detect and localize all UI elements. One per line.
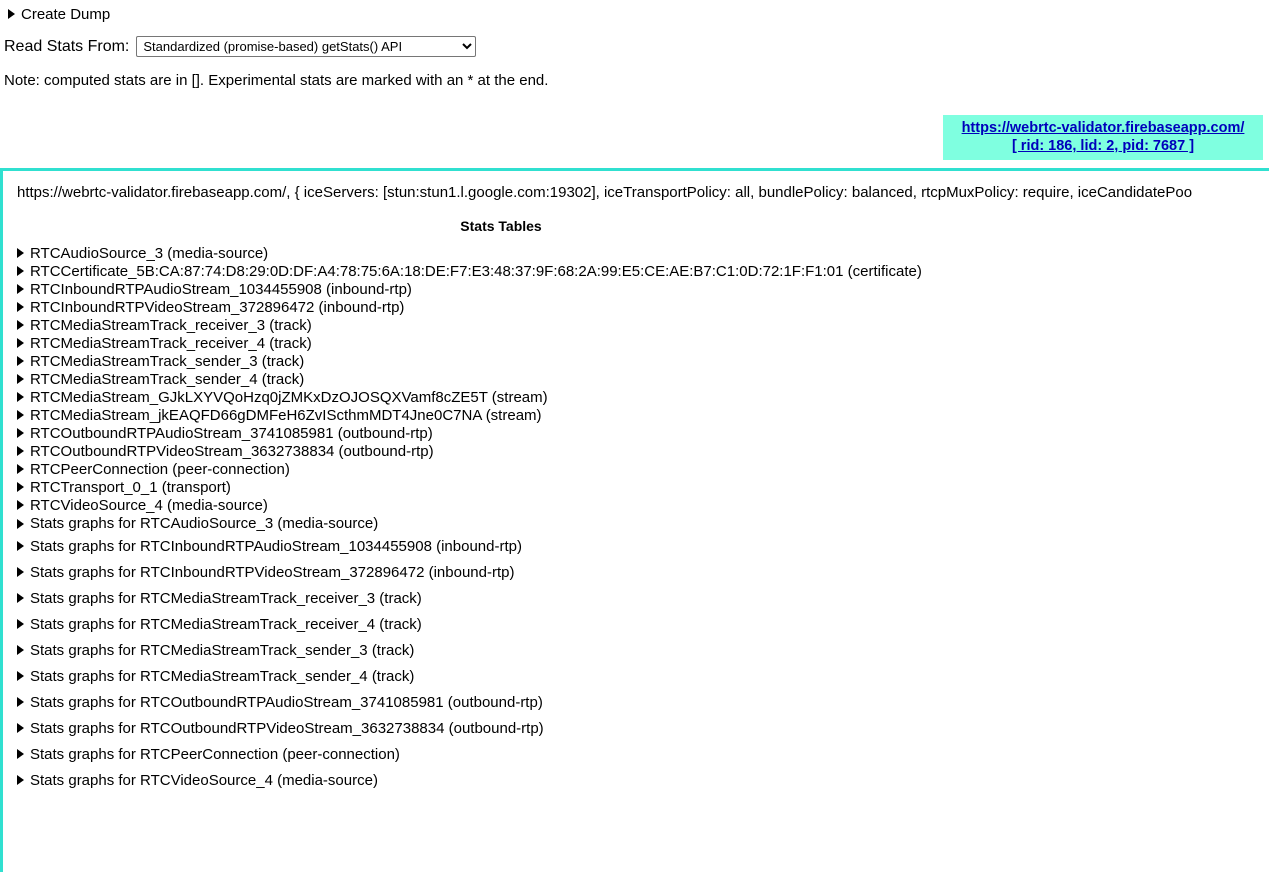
create-dump-label: Create Dump	[21, 6, 111, 24]
stats-table-item[interactable]: RTCMediaStream_GJkLXYVQoHzq0jZMKxDzOJOSQXVamf8cZE5T (stream)	[17, 389, 1269, 407]
stats-graph-item[interactable]: Stats graphs for RTCInboundRTPVideoStream_372896472 (inbound-rtp)	[17, 560, 1269, 586]
chevron-right-icon	[8, 9, 15, 19]
stats-graph-item[interactable]: Stats graphs for RTCInboundRTPAudioStream_1034455908 (inbound-rtp)	[17, 534, 1269, 560]
chevron-right-icon	[17, 374, 24, 384]
chevron-right-icon	[17, 446, 24, 456]
chevron-right-icon	[17, 320, 24, 330]
stats-graph-item[interactable]: Stats graphs for RTCAudioSource_3 (media-source)	[17, 515, 1269, 533]
stats-graph-item[interactable]: Stats graphs for RTCMediaStreamTrack_sender_4 (track)	[17, 664, 1269, 690]
chevron-right-icon	[17, 500, 24, 510]
chevron-right-icon	[17, 410, 24, 420]
stats-table-item[interactable]: RTCTransport_0_1 (transport)	[17, 479, 1269, 497]
peer-connection-config-line: https://webrtc-validator.firebaseapp.com/, { iceServers: [stun:stun1.l.google.com:19302], iceTransportPolicy: all, bundlePolicy: balanced, rtcpMuxPolicy: require, iceCandidatePoo	[17, 184, 1193, 201]
stats-table-item[interactable]: RTCInboundRTPAudioStream_1034455908 (inbound-rtp)	[17, 281, 1269, 299]
chevron-right-icon	[17, 482, 24, 492]
stats-graph-item[interactable]: Stats graphs for RTCOutboundRTPAudioStream_3741085981 (outbound-rtp)	[17, 690, 1269, 716]
stats-table-item[interactable]: RTCMediaStreamTrack_sender_4 (track)	[17, 371, 1269, 389]
chevron-right-icon	[17, 464, 24, 474]
chevron-right-icon	[17, 356, 24, 366]
chevron-right-icon	[17, 645, 24, 655]
chevron-right-icon	[17, 567, 24, 577]
stats-graph-item[interactable]: Stats graphs for RTCPeerConnection (peer-connection)	[17, 742, 1269, 768]
peer-connection-panel	[0, 168, 1269, 872]
chevron-right-icon	[17, 541, 24, 551]
chevron-right-icon	[17, 671, 24, 681]
stats-table-item[interactable]: RTCVideoSource_4 (media-source)	[17, 497, 1269, 515]
stats-tables-title: Stats Tables	[460, 218, 542, 234]
stats-table-item[interactable]: RTCOutboundRTPVideoStream_3632738834 (outbound-rtp)	[17, 443, 1269, 461]
stats-table-item[interactable]: RTCOutboundRTPAudioStream_3741085981 (outbound-rtp)	[17, 425, 1269, 443]
peer-connection-url-badge	[943, 115, 1263, 160]
stats-graph-item[interactable]: Stats graphs for RTCVideoSource_4 (media-source)	[17, 768, 1269, 794]
chevron-right-icon	[17, 284, 24, 294]
chevron-right-icon	[17, 248, 24, 258]
chevron-right-icon	[17, 723, 24, 733]
chevron-right-icon	[17, 428, 24, 438]
stats-tables-tree	[3, 245, 1269, 794]
stats-graph-item[interactable]: Stats graphs for RTCOutboundRTPVideoStream_3632738834 (outbound-rtp)	[17, 716, 1269, 742]
peer-connection-ids: [ rid: 186, lid: 2, pid: 7687 ]	[1011, 138, 1195, 154]
stats-table-item[interactable]: RTCMediaStreamTrack_receiver_4 (track)	[17, 335, 1269, 353]
create-dump-toggle[interactable]	[0, 0, 1269, 24]
chevron-right-icon	[17, 519, 24, 529]
stats-table-item[interactable]: RTCAudioSource_3 (media-source)	[17, 245, 1269, 263]
chevron-right-icon	[17, 697, 24, 707]
stats-table-item[interactable]: RTCMediaStreamTrack_receiver_3 (track)	[17, 317, 1269, 335]
stats-graph-item[interactable]: Stats graphs for RTCMediaStreamTrack_receiver_3 (track)	[17, 586, 1269, 612]
read-stats-from-label: Read Stats From:	[4, 37, 130, 55]
chevron-right-icon	[17, 593, 24, 603]
peer-connection-url-link[interactable]: https://webrtc-validator.firebaseapp.com/	[961, 120, 1245, 136]
chevron-right-icon	[17, 749, 24, 759]
stats-table-item[interactable]: RTCMediaStream_jkEAQFD66gDMFeH6ZvIScthmMDT4Jne0C7NA (stream)	[17, 407, 1269, 425]
stats-graph-item[interactable]: Stats graphs for RTCMediaStreamTrack_receiver_4 (track)	[17, 612, 1269, 638]
stats-graph-item[interactable]: Stats graphs for RTCMediaStreamTrack_sender_3 (track)	[17, 638, 1269, 664]
stats-table-item[interactable]: RTCCertificate_5B:CA:87:74:D8:29:0D:DF:A4:78:75:6A:18:DE:F7:E3:48:37:9F:68:2A:99:E5:CE:AE:B7:C1:0D:72:1F:F1:01 (certificate)	[17, 263, 1269, 281]
stats-table-item[interactable]: RTCMediaStreamTrack_sender_3 (track)	[17, 353, 1269, 371]
stats-table-item[interactable]: RTCPeerConnection (peer-connection)	[17, 461, 1269, 479]
read-stats-from-row	[4, 36, 1269, 57]
chevron-right-icon	[17, 302, 24, 312]
chevron-right-icon	[17, 266, 24, 276]
chevron-right-icon	[17, 338, 24, 348]
stats-source-select[interactable]	[136, 36, 476, 57]
stats-table-item[interactable]: RTCInboundRTPVideoStream_372896472 (inbound-rtp)	[17, 299, 1269, 317]
chevron-right-icon	[17, 392, 24, 402]
chevron-right-icon	[17, 619, 24, 629]
stats-note: Note: computed stats are in []. Experimental stats are marked with an * at the end.	[4, 72, 549, 90]
chevron-right-icon	[17, 775, 24, 785]
